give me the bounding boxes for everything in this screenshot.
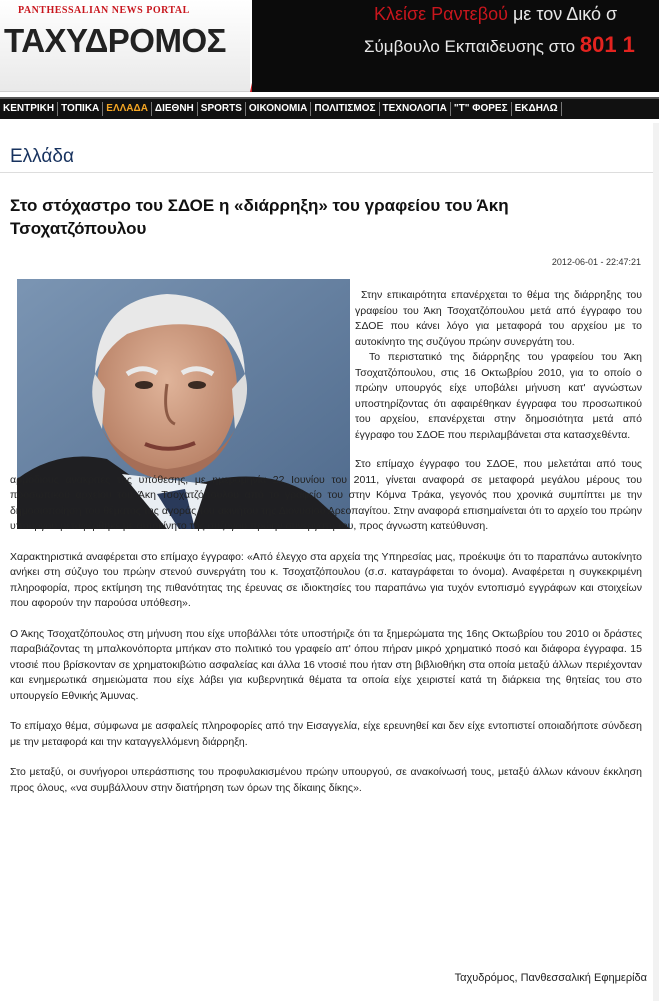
banner-line1-text: με τον Δικό σ: [512, 4, 618, 24]
logo-title: ΤΑΧΥΔΡΟΜΟΣ: [4, 22, 226, 59]
nav-item-oikonomia[interactable]: ΟΙΚΟΝΟΜΙΑ: [246, 102, 311, 116]
nav-item-kentriki[interactable]: ΚΕΝΤΡΙΚΗ: [0, 102, 58, 116]
nav-item-topika[interactable]: ΤΟΠΙΚΑ: [58, 102, 103, 116]
banner-line2: [364, 32, 635, 58]
ad-banner[interactable]: [252, 0, 659, 92]
main-nav: [0, 97, 659, 119]
banner-line1-highlight: Κλείσε Ραντεβού: [374, 4, 508, 24]
article-paragraph: Στο μεταξύ, οι συνήγοροι υπεράσπισης του προφυλακισμένου πρώην υπουργού, σε ανακοίνωσή τους, μεταξύ άλλων κάνουν έκκληση προς όλους, «να συμβάλλουν στην διατήρηση των όρων της δίκαιης δίκης».: [10, 766, 642, 794]
article-paragraph: Στην επικαιρότητα επανέρχεται το θέμα της διάρρηξης του γραφείου του Άκη Τσοχατζόπουλου μετά από έγγραφο του ΣΔΟΕ που κάνει λόγο για μεταφορά του αρχείου με το αυτοκίνητο της συζύγου πρώην συνεργάτη του.: [355, 289, 642, 348]
article-paragraph: Χαρακτηριστικά αναφέρεται στο επίμαχο έγγραφο: «Από έλεγχο στα αρχεία της Υπηρεσίας μας, προέκυψε ότι το παραπάνω αυτοκίνητο ανήκει στη σύζυγο του πρώην στενού συνεργάτη του κ. Τσοχατζόπουλου (σ.σ. καταγράφεται το όνομα). Αναφέρεται η συγκεκριμένη πληροφορία, προς εκτίμηση της πιθανότητας της έρευνας σε ιδιοκτησίες του παραπάνω για τυχόν εντοπισμό εγγράφων και στοιχείων που αφορούν την παρούσα υπόθεση».: [10, 550, 642, 609]
banner-line1: [374, 4, 617, 25]
section-title: Ελλάδα: [10, 146, 74, 167]
article-paragraph: Ο Άκης Τσοχατζόπουλος στη μήνυση που είχε υποβάλλει τότε υποστήριζε ότι τα ξημερώματα της 16ης Οκτωβρίου του 2010 οι δράστες παραβιάζοντας τη μπαλκονόπορτα μπήκαν στο πολιτικό του γραφείο απ' όπου πήραν μικρό χρηματικό ποσό και διάφορα έγγραφα. 15 ντοσιέ που βρίσκονταν σε χρηματοκιβώτιο ασφαλείας και άλλα 16 ντοσιέ που ήταν στη βιβλιοθήκη στα οποία μεταξύ άλλων περιέχονταν και ενημερωτικά σημειώματα που είχε λάβει για κυβερνητικά θέματα τα οποία είχε χειριστεί κατά τη διάρκεια της θητείας του στο υπουργείο Εθνικής Άμυνας.: [10, 627, 642, 702]
article-paragraph: Το περιστατικό της διάρρηξης του γραφείου του Άκη Τσοχατζόπουλου, στις 16 Οκτωβρίου 2010, για το οποίο ο πρώην υπουργός είχε υποβάλει μήνυση κατ' αγνώστων υποστηρίζοντας ότι αφαιρέθηκαν έγγραφα του προσωπικού του αρχείου, επανέρχεται στην δημοσιότητα μετά από έγγραφο του ΣΔΟΕ που περιλαμβάνεται στα κατασχεθέντα.: [355, 351, 642, 441]
article-signature: Ταχυδρόμος, Πανθεσσαλική Εφημερίδα: [454, 972, 647, 984]
nav-item-t-fores[interactable]: "Τ" ΦΟΡΕΣ: [451, 102, 512, 116]
article-datetime: 2012-06-01 - 22:47:21: [551, 257, 641, 267]
site-header: [0, 0, 659, 92]
section-divider: [0, 172, 659, 173]
site-logo[interactable]: [0, 0, 250, 92]
nav-item-ekdilwseis[interactable]: ΕΚΔΗΛΩ: [512, 102, 562, 116]
nav-item-texnologia[interactable]: ΤΕΧΝΟΛΟΓΙΑ: [380, 102, 451, 116]
nav-item-ellada[interactable]: ΕΛΛΑΔΑ: [103, 102, 152, 116]
nav-item-sports[interactable]: SPORTS: [198, 102, 246, 116]
portal-subtitle: PANTHESSALIAN NEWS PORTAL: [18, 5, 190, 16]
article-headline: Στο στόχαστρο του ΣΔΟΕ η «διάρρηξη» του γραφείου του Άκη Τσοχατζόπουλου: [10, 196, 509, 238]
banner-phone-number: 801 1: [579, 32, 635, 57]
article-body: [10, 288, 642, 796]
nav-item-politismos[interactable]: ΠΟΛΙΤΙΣΜΟΣ: [311, 102, 379, 116]
nav-item-diethni[interactable]: ΔΙΕΘΝΗ: [152, 102, 198, 116]
banner-line2-text: Σύμβουλο Εκπαιδευσης στο: [364, 37, 576, 56]
article-paragraph: Στο επίμαχο έγγραφο του ΣΔΟΕ, που μελετάται από τους αρμόδιους ανακριτές της υπόθεσης, με ημερομηνία 22 Ιουνίου του 2011, γίνεται αναφορά σε μεταφορά μεγάλου μέρους του προσωπικού αρχείου του Άκη Τσοχατζόπουλου από το γραφείο του στην Κόμνα Τράκα, γεγονός που χρονικά συμπίπτει με την δημοσιοποίηση του θέματος της αγοράς του ακινήτου της Διονυσίου Αρεοπαγίτου. Στην αναφορά επισημαίνεται ότι το αρχείο του πρώην υπουργού μεταφέρθηκε με αυτοκίνητο της συζύγου πρώην συνεργάτη του, προς άγνωστη κατεύθυνση.: [10, 458, 642, 532]
article-paragraph: Το επίμαχο θέμα, σύμφωνα με ασφαλείς πληροφορίες από την Εισαγγελία, είχε ερευνηθεί και δεν είχε εντοπιστεί οποιαδήποτε σύνδεση με την μεταφορά και την καταγγελλόμενη διάρρηξη.: [10, 720, 642, 748]
page-scrollbar[interactable]: [653, 123, 659, 1001]
